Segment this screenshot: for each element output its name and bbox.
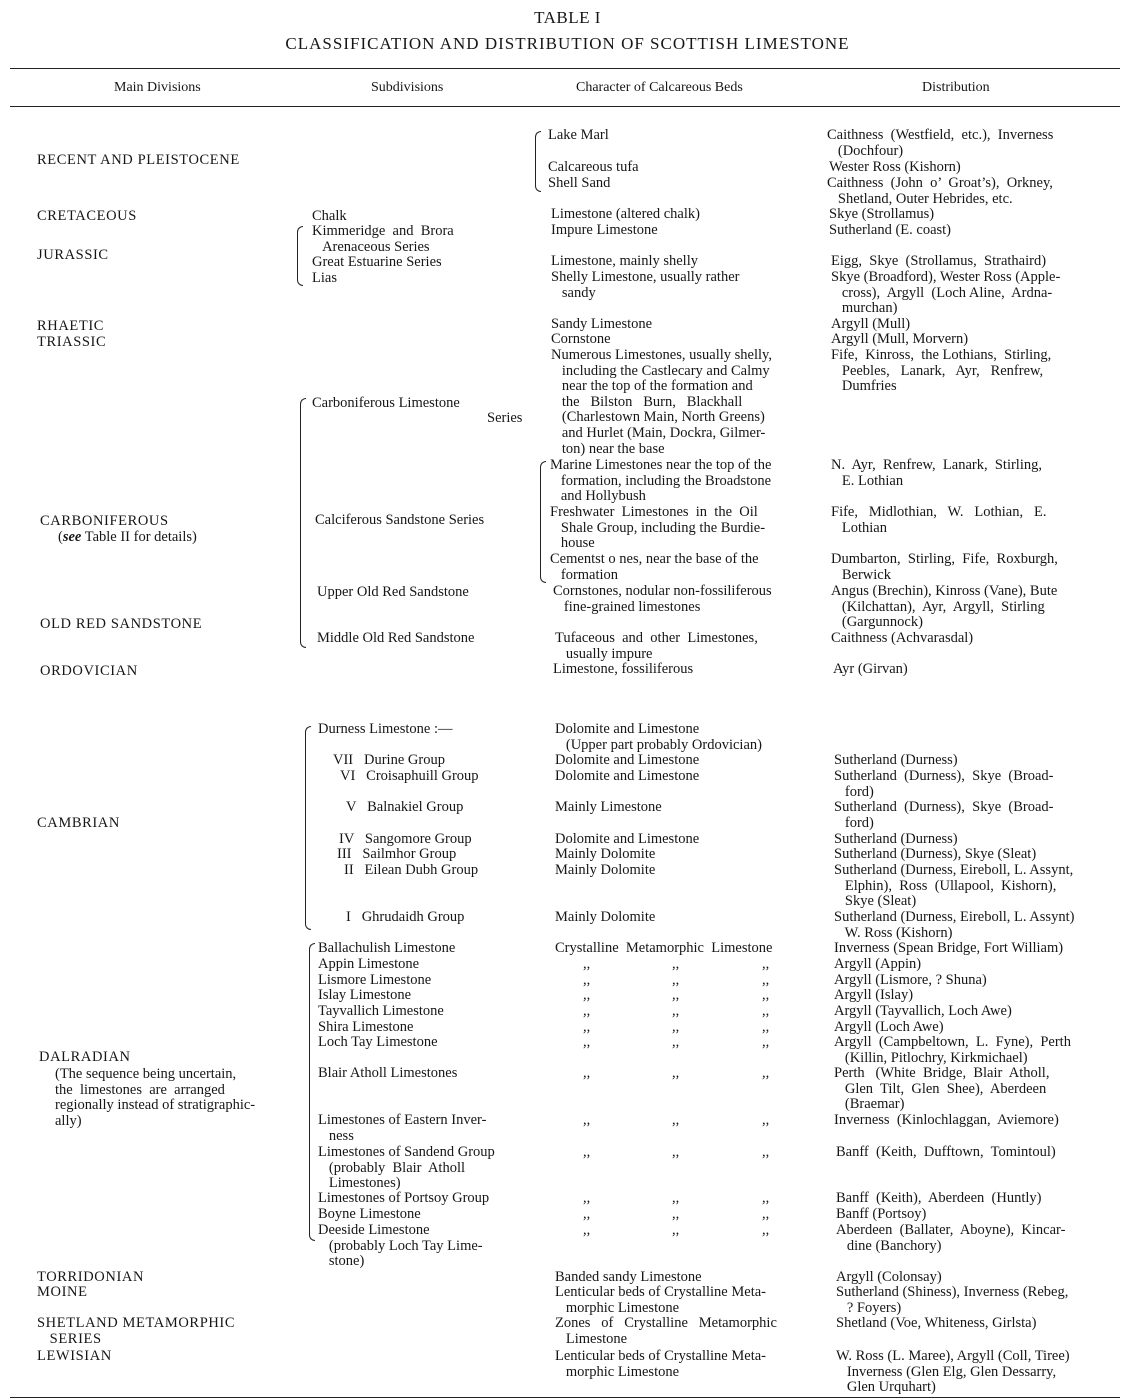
dist-islay: Argyll (Islay) xyxy=(834,987,914,1003)
char-marine: Marine Limestones near the top of the formation, including the Broadstone and Hollybush xyxy=(550,457,772,505)
header-character: Character of Calcareous Beds xyxy=(576,80,743,95)
char-numerous: Numerous Limestones, usually shelly, including the Castlecary and Calmy near the top of the formation and the Bilston Burn, Blackhall (Charlestown Main, North Greens) and Hurlet (Main, Dockra, Gilmer- ton) near the base xyxy=(551,347,772,457)
dist-ghrudaidh: Sutherland (Durness, Eireboll, L. Assynt) W. Ross (Kishorn) xyxy=(834,909,1075,941)
dist-ayr-girvan: Ayr (Girvan) xyxy=(833,661,908,677)
ditto-mark: ,, xyxy=(672,1112,680,1128)
sub-eastern-inverness: Limestones of Eastern Inver- ness xyxy=(318,1112,487,1144)
ditto-mark: ,, xyxy=(672,1222,680,1238)
dist-shetland: Shetland (Voe, Whiteness, Girlsta) xyxy=(836,1315,1037,1331)
char-lake-marl: Lake Marl xyxy=(548,127,609,143)
division-cambrian: CAMBRIAN xyxy=(37,815,120,831)
dist-boyne: Banff (Portsoy) xyxy=(836,1206,927,1222)
dist-sandend: Banff (Keith, Dufftown, Tomintoul) xyxy=(836,1144,1056,1160)
char-crystalline: Crystalline Metamorphic Limestone xyxy=(555,940,773,956)
bottom-rule xyxy=(10,1397,1120,1398)
ditto-mark: ,, xyxy=(583,972,591,988)
carboniferous-note: (see Table II for details) xyxy=(58,529,197,545)
table-title: CLASSIFICATION AND DISTRIBUTION OF SCOTTISH LIMESTONE xyxy=(285,34,850,53)
dist-fife: Fife, Kinross, the Lothians, Stirling, Peebles, Lanark, Ayr, Renfrew, Dumfries xyxy=(831,347,1052,395)
char-durine: Dolomite and Limestone xyxy=(555,752,700,768)
char-altered-chalk: Limestone (altered chalk) xyxy=(551,206,700,222)
sub-portsoy: Limestones of Portsoy Group xyxy=(318,1190,490,1206)
sub-middle-ors: Middle Old Red Sandstone xyxy=(317,630,475,646)
table-number: TABLE I xyxy=(534,8,601,27)
dist-angus: Angus (Brechin), Kinross (Vane), Bute (Kilchattan), Ayr, Argyll, Stirling (Gargunnock) xyxy=(831,583,1058,631)
ditto-mark: ,, xyxy=(672,1190,680,1206)
ditto-mark: ,, xyxy=(672,972,680,988)
ditto-mark: ,, xyxy=(762,956,770,972)
char-cornstone: Cornstone xyxy=(551,331,611,347)
sub-loch-tay: Loch Tay Limestone xyxy=(318,1034,438,1050)
dist-sangomore: Sutherland (Durness) xyxy=(834,831,958,847)
char-lenticular-lewisian: Lenticular beds of Crystalline Meta- morphic Limestone xyxy=(555,1348,766,1380)
dist-eilean-dubh: Sutherland (Durness, Eireboll, L. Assynt, Elphin), Ross (Ullapool, Kishorn), Skye (Sleat) xyxy=(834,862,1074,910)
dist-lewisian: W. Ross (L. Maree), Argyll (Coll, Tiree) Inverness (Glen Elg, Glen Dessarry, Glen Urquhart) xyxy=(836,1348,1070,1396)
sub-boyne: Boyne Limestone xyxy=(318,1206,421,1222)
division-triassic: TRIASSIC xyxy=(37,334,107,350)
ditto-mark: ,, xyxy=(762,1206,770,1222)
ditto-mark: ,, xyxy=(583,956,591,972)
char-tufaceous: Tufaceous and other Limestones, usually impure xyxy=(555,630,758,662)
dist-torridonian: Argyll (Colonsay) xyxy=(836,1269,942,1285)
dist-argyll-mull: Argyll (Mull) xyxy=(831,316,911,332)
sub-group-i: I Ghrudaidh Group xyxy=(346,909,465,925)
char-cornstones: Cornstones, nodular non-fossiliferous fine-grained limestones xyxy=(553,583,772,615)
char-tufa: Calcareous tufa xyxy=(548,159,639,175)
ditto-mark: ,, xyxy=(583,987,591,1003)
division-old-red-sandstone: OLD RED SANDSTONE xyxy=(40,616,203,632)
ditto-mark: ,, xyxy=(762,1190,770,1206)
sub-group-vi: VI Croisaphuill Group xyxy=(340,768,479,784)
char-balnakiel: Mainly Limestone xyxy=(555,799,662,815)
dist-deeside: Aberdeen (Ballater, Aboyne), Kincar- dine (Banchory) xyxy=(836,1222,1066,1254)
dalradian-note: (The sequence being uncertain, the limestones are arranged regionally instead of stratigraphic- ally) xyxy=(55,1066,256,1129)
ditto-mark: ,, xyxy=(583,1034,591,1050)
dist-loch-tay: Argyll (Campbeltown, L. Fyne), Perth (Killin, Pitlochry, Kirkmichael) xyxy=(834,1034,1071,1066)
ditto-mark: ,, xyxy=(672,1019,680,1035)
char-shelly: Limestone, mainly shelly xyxy=(551,253,698,269)
sub-blair-atholl: Blair Atholl Limestones xyxy=(318,1065,458,1081)
char-eilean-dubh: Mainly Dolomite xyxy=(555,862,656,878)
brace-recent xyxy=(535,131,541,192)
ditto-mark: ,, xyxy=(762,1065,770,1081)
division-torridonian: TORRIDONIAN xyxy=(37,1269,145,1285)
division-jurassic: JURASSIC xyxy=(37,247,109,263)
dist-fife-midlothian: Fife, Midlothian, W. Lothian, E. Lothian xyxy=(831,504,1047,536)
dist-skye-broadford: Skye (Broadford), Wester Ross (Apple- cross), Argyll (Loch Aline, Ardna- murchan) xyxy=(831,269,1061,317)
dist-dumbarton: Dumbarton, Stirling, Fife, Roxburgh, Berwick xyxy=(831,551,1058,583)
ditto-mark: ,, xyxy=(672,1003,680,1019)
char-zones: Zones of Crystalline Metamorphic Limestone xyxy=(555,1315,777,1347)
char-croisaphuill: Dolomite and Limestone xyxy=(555,768,700,784)
sub-ballachulish: Ballachulish Limestone xyxy=(318,940,456,956)
ditto-mark: ,, xyxy=(762,987,770,1003)
dist-caithness-westfield: Caithness (Westfield, etc.), Inverness (Dochfour) xyxy=(827,127,1054,159)
dist-n-ayr: N. Ayr, Renfrew, Lanark, Stirling, E. Lothian xyxy=(831,457,1042,489)
sub-appin: Appin Limestone xyxy=(318,956,420,972)
sub-group-vii: VII Durine Group xyxy=(333,752,445,768)
dist-eigg: Eigg, Skye (Strollamus, Strathaird) xyxy=(831,253,1047,269)
header-subdivisions: Subdivisions xyxy=(371,80,444,95)
dist-blair-atholl: Perth (White Bridge, Blair Atholl, Glen Tilt, Glen Shee), Aberdeen (Braemar) xyxy=(834,1065,1050,1113)
dist-caithness-achvarasdal: Caithness (Achvarasdal) xyxy=(831,630,974,646)
sub-deeside: Deeside Limestone (probably Loch Tay Lime- stone) xyxy=(318,1222,483,1270)
dist-skye-strollamus: Skye (Strollamus) xyxy=(829,206,935,222)
char-banded: Banded sandy Limestone xyxy=(555,1269,702,1285)
char-durness: Dolomite and Limestone (Upper part probably Ordovician) xyxy=(555,721,762,753)
brace-calciferous xyxy=(540,461,546,583)
sub-calciferous: Calciferous Sandstone Series xyxy=(315,512,485,528)
ditto-mark: ,, xyxy=(672,1206,680,1222)
char-impure: Impure Limestone xyxy=(551,222,658,238)
brace-dalradian xyxy=(309,943,315,1241)
dist-shira: Argyll (Loch Awe) xyxy=(834,1019,944,1035)
sub-shira: Shira Limestone xyxy=(318,1019,414,1035)
dist-portsoy-group: Banff (Keith), Aberdeen (Huntly) xyxy=(836,1190,1042,1206)
division-cretaceous: CRETACEOUS xyxy=(37,208,137,224)
sub-group-iii: III Sailmhor Group xyxy=(337,846,457,862)
division-lewisian: LEWISIAN xyxy=(37,1348,112,1364)
dist-eastern-inverness: Inverness (Kinlochlaggan, Aviemore) xyxy=(834,1112,1059,1128)
dist-sailmhor: Sutherland (Durness), Skye (Sleat) xyxy=(834,846,1037,862)
sub-sandend: Limestones of Sandend Group (probably Blair Atholl Limestones) xyxy=(318,1144,495,1192)
char-sailmhor: Mainly Dolomite xyxy=(555,846,656,862)
char-sandy: Sandy Limestone xyxy=(551,316,653,332)
ditto-mark: ,, xyxy=(583,1003,591,1019)
sub-carboniferous-series: Series xyxy=(487,410,523,426)
sub-group-iv: IV Sangomore Group xyxy=(339,831,472,847)
sub-kimmeridge: Kimmeridge and Brora Arenaceous Series xyxy=(312,223,454,255)
ditto-mark: ,, xyxy=(762,1222,770,1238)
char-sangomore: Dolomite and Limestone xyxy=(555,831,700,847)
sub-lismore: Lismore Limestone xyxy=(318,972,432,988)
ditto-mark: ,, xyxy=(762,1019,770,1035)
ditto-mark: ,, xyxy=(762,1144,770,1160)
sub-group-v: V Balnakiel Group xyxy=(346,799,464,815)
header-distribution: Distribution xyxy=(922,80,990,95)
char-ghrudaidh: Mainly Dolomite xyxy=(555,909,656,925)
sub-lias: Lias xyxy=(312,270,337,286)
brace-carboniferous xyxy=(300,398,306,648)
ditto-mark: ,, xyxy=(583,1112,591,1128)
division-ordovician: ORDOVICIAN xyxy=(40,663,138,679)
dist-tayvallich: Argyll (Tayvallich, Loch Awe) xyxy=(834,1003,1012,1019)
dist-lismore: Argyll (Lismore, ? Shuna) xyxy=(834,972,987,988)
ditto-mark: ,, xyxy=(672,987,680,1003)
ditto-mark: ,, xyxy=(583,1190,591,1206)
sub-islay: Islay Limestone xyxy=(318,987,412,1003)
top-rule xyxy=(10,68,1120,69)
ditto-mark: ,, xyxy=(762,1034,770,1050)
division-rhaetic: RHAETIC xyxy=(37,318,105,334)
ditto-mark: ,, xyxy=(583,1019,591,1035)
dist-wester-ross-kishorn: Wester Ross (Kishorn) xyxy=(829,159,961,175)
division-dalradian: DALRADIAN xyxy=(39,1049,131,1065)
division-carboniferous: CARBONIFEROUS xyxy=(40,513,169,529)
sub-durness: Durness Limestone :— xyxy=(318,721,453,737)
char-fossiliferous: Limestone, fossiliferous xyxy=(553,661,694,677)
sub-group-ii: II Eilean Dubh Group xyxy=(344,862,479,878)
division-moine: MOINE xyxy=(37,1284,88,1300)
sub-chalk: Chalk xyxy=(312,208,347,224)
dist-ballachulish: Inverness (Spean Bridge, Fort William) xyxy=(834,940,1064,956)
ditto-mark: ,, xyxy=(583,1144,591,1160)
dist-balnakiel: Sutherland (Durness), Skye (Broad- ford) xyxy=(834,799,1054,831)
ditto-mark: ,, xyxy=(583,1206,591,1222)
dist-appin: Argyll (Appin) xyxy=(834,956,922,972)
char-shell-sand: Shell Sand xyxy=(548,175,611,191)
header-rule xyxy=(10,106,1120,107)
dist-caithness-john: Caithness (John o’ Groat’s), Orkney, Shetland, Outer Hebrides, etc. xyxy=(827,175,1053,207)
ditto-mark: ,, xyxy=(583,1065,591,1081)
char-freshwater: Freshwater Limestones in the Oil Shale Group, including the Burdie- house xyxy=(550,504,766,552)
ditto-mark: ,, xyxy=(672,1034,680,1050)
ditto-mark: ,, xyxy=(672,956,680,972)
sub-tayvallich: Tayvallich Limestone xyxy=(318,1003,444,1019)
sub-upper-ors: Upper Old Red Sandstone xyxy=(317,584,469,600)
sub-carboniferous-limestone: Carboniferous Limestone xyxy=(312,395,460,411)
dist-moine: Sutherland (Shiness), Inverness (Rebeg, ? Foyers) xyxy=(836,1284,1069,1316)
brace-jurassic xyxy=(297,226,303,286)
ditto-mark: ,, xyxy=(672,1144,680,1160)
ditto-mark: ,, xyxy=(762,1112,770,1128)
sub-estuarine: Great Estuarine Series xyxy=(312,254,442,270)
dist-sutherland-coast: Sutherland (E. coast) xyxy=(829,222,952,238)
dist-argyll-mull-morvern: Argyll (Mull, Morvern) xyxy=(831,331,969,347)
division-recent: RECENT AND PLEISTOCENE xyxy=(37,152,240,168)
char-shelly-sandy: Shelly Limestone, usually rather sandy xyxy=(551,269,740,301)
ditto-mark: ,, xyxy=(672,1065,680,1081)
ditto-mark: ,, xyxy=(762,972,770,988)
header-main-divisions: Main Divisions xyxy=(114,80,201,95)
division-shetland: SHETLAND METAMORPHIC SERIES xyxy=(37,1315,236,1347)
char-cementstones: Cementst o nes, near the base of the formation xyxy=(550,551,759,583)
dist-croisaphuill: Sutherland (Durness), Skye (Broad- ford) xyxy=(834,768,1054,800)
dist-durine: Sutherland (Durness) xyxy=(834,752,958,768)
char-lenticular-moine: Lenticular beds of Crystalline Meta- morphic Limestone xyxy=(555,1284,766,1316)
ditto-mark: ,, xyxy=(583,1222,591,1238)
brace-cambrian xyxy=(305,726,311,930)
ditto-mark: ,, xyxy=(762,1003,770,1019)
